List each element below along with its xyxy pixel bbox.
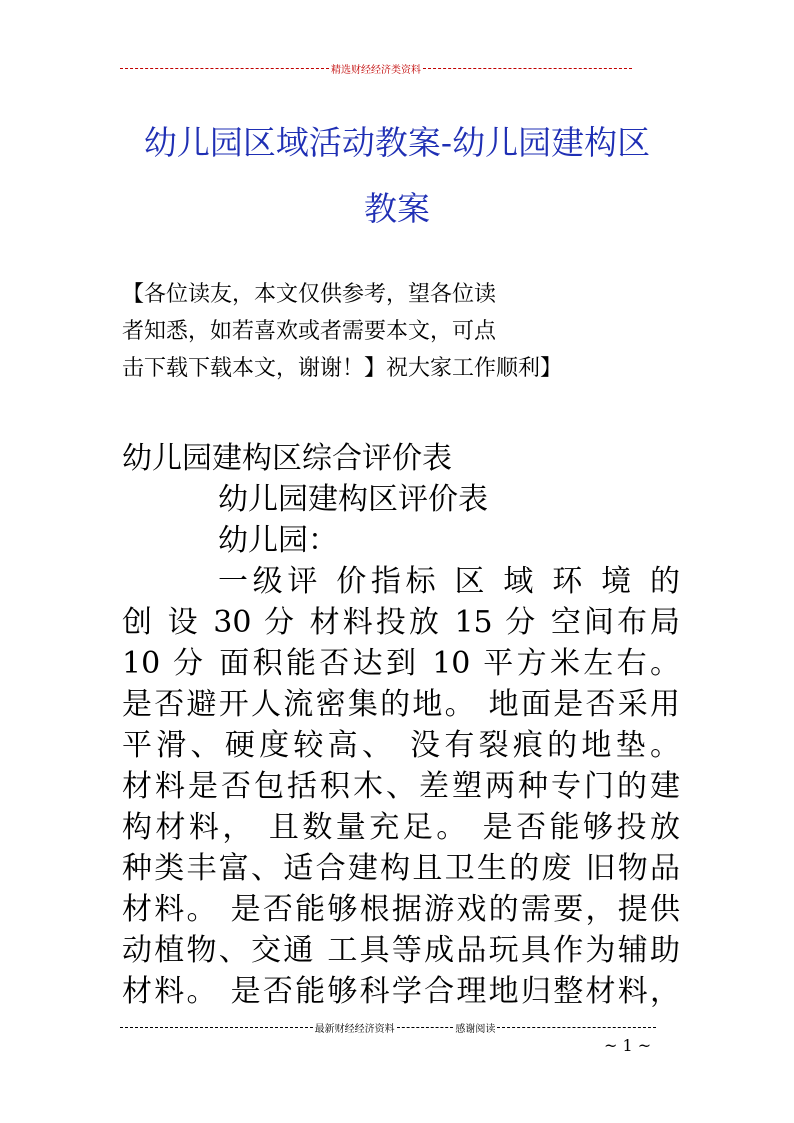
notice-line-2: 者知悉，如若喜欢或者需要本文，可点: [122, 319, 497, 344]
body-line: 是否避开人流密集的地。 地面是否采用: [122, 687, 680, 722]
notice-line-1: 【各位读友，本文仅供参考，望各位读: [122, 282, 497, 307]
footer-divider-left: [120, 1027, 313, 1028]
header-divider-left: [120, 68, 329, 69]
body-line: 一级评 价指标 区 域 环 境 的: [218, 564, 680, 599]
title-line-2: 教案: [364, 189, 430, 228]
footer-divider-right: [497, 1027, 656, 1028]
page-footer: [120, 1018, 656, 1036]
footer-left-label: 最新财经经济资料: [314, 1023, 395, 1035]
document-body: [122, 438, 680, 1012]
kindergarten-label: 幼儿园：: [218, 523, 338, 558]
body-line: 创 设 30 分 材料投放 15 分 空间布局: [122, 605, 680, 640]
body-line: 材料是否包括积木、差塑两种专门的建: [122, 769, 680, 804]
footer-right-label: 感谢阅读: [455, 1023, 496, 1035]
body-line: 材料。 是否能够科学合理地归整材料，: [122, 974, 680, 1009]
document-title: [100, 110, 694, 242]
footer-divider-middle: [397, 1027, 454, 1028]
title-line-1: 幼儿园区域活动教案-幼儿园建构区: [143, 123, 651, 162]
body-line: 10 分 面积能否达到 10 平方米左右。: [122, 646, 680, 681]
header-label: 精选财经经济类资料: [331, 64, 421, 76]
body-line: 构材料， 且数量充足。 是否能够投放: [122, 810, 680, 845]
body-line: 材料。 是否能够根据游戏的需要，提供: [122, 892, 680, 927]
section-subheading: 幼儿园建构区评价表: [218, 482, 488, 517]
notice-line-3: 击下载下载本文，谢谢！】祝大家工作顺利】: [122, 356, 563, 381]
body-line: 种类丰富、适合建构且卫生的废 旧物品: [122, 851, 680, 886]
header-divider-right: [423, 68, 632, 69]
section-heading: 幼儿园建构区综合评价表: [122, 441, 452, 476]
body-line: 动植物、交通 工具等成品玩具作为辅助: [122, 933, 680, 968]
page-header: [120, 58, 632, 78]
reader-notice: [122, 276, 662, 387]
body-line: 平滑、硬度较高、 没有裂痕的地垫。: [122, 728, 680, 763]
page-number: ~ 1 ~: [604, 1036, 652, 1055]
